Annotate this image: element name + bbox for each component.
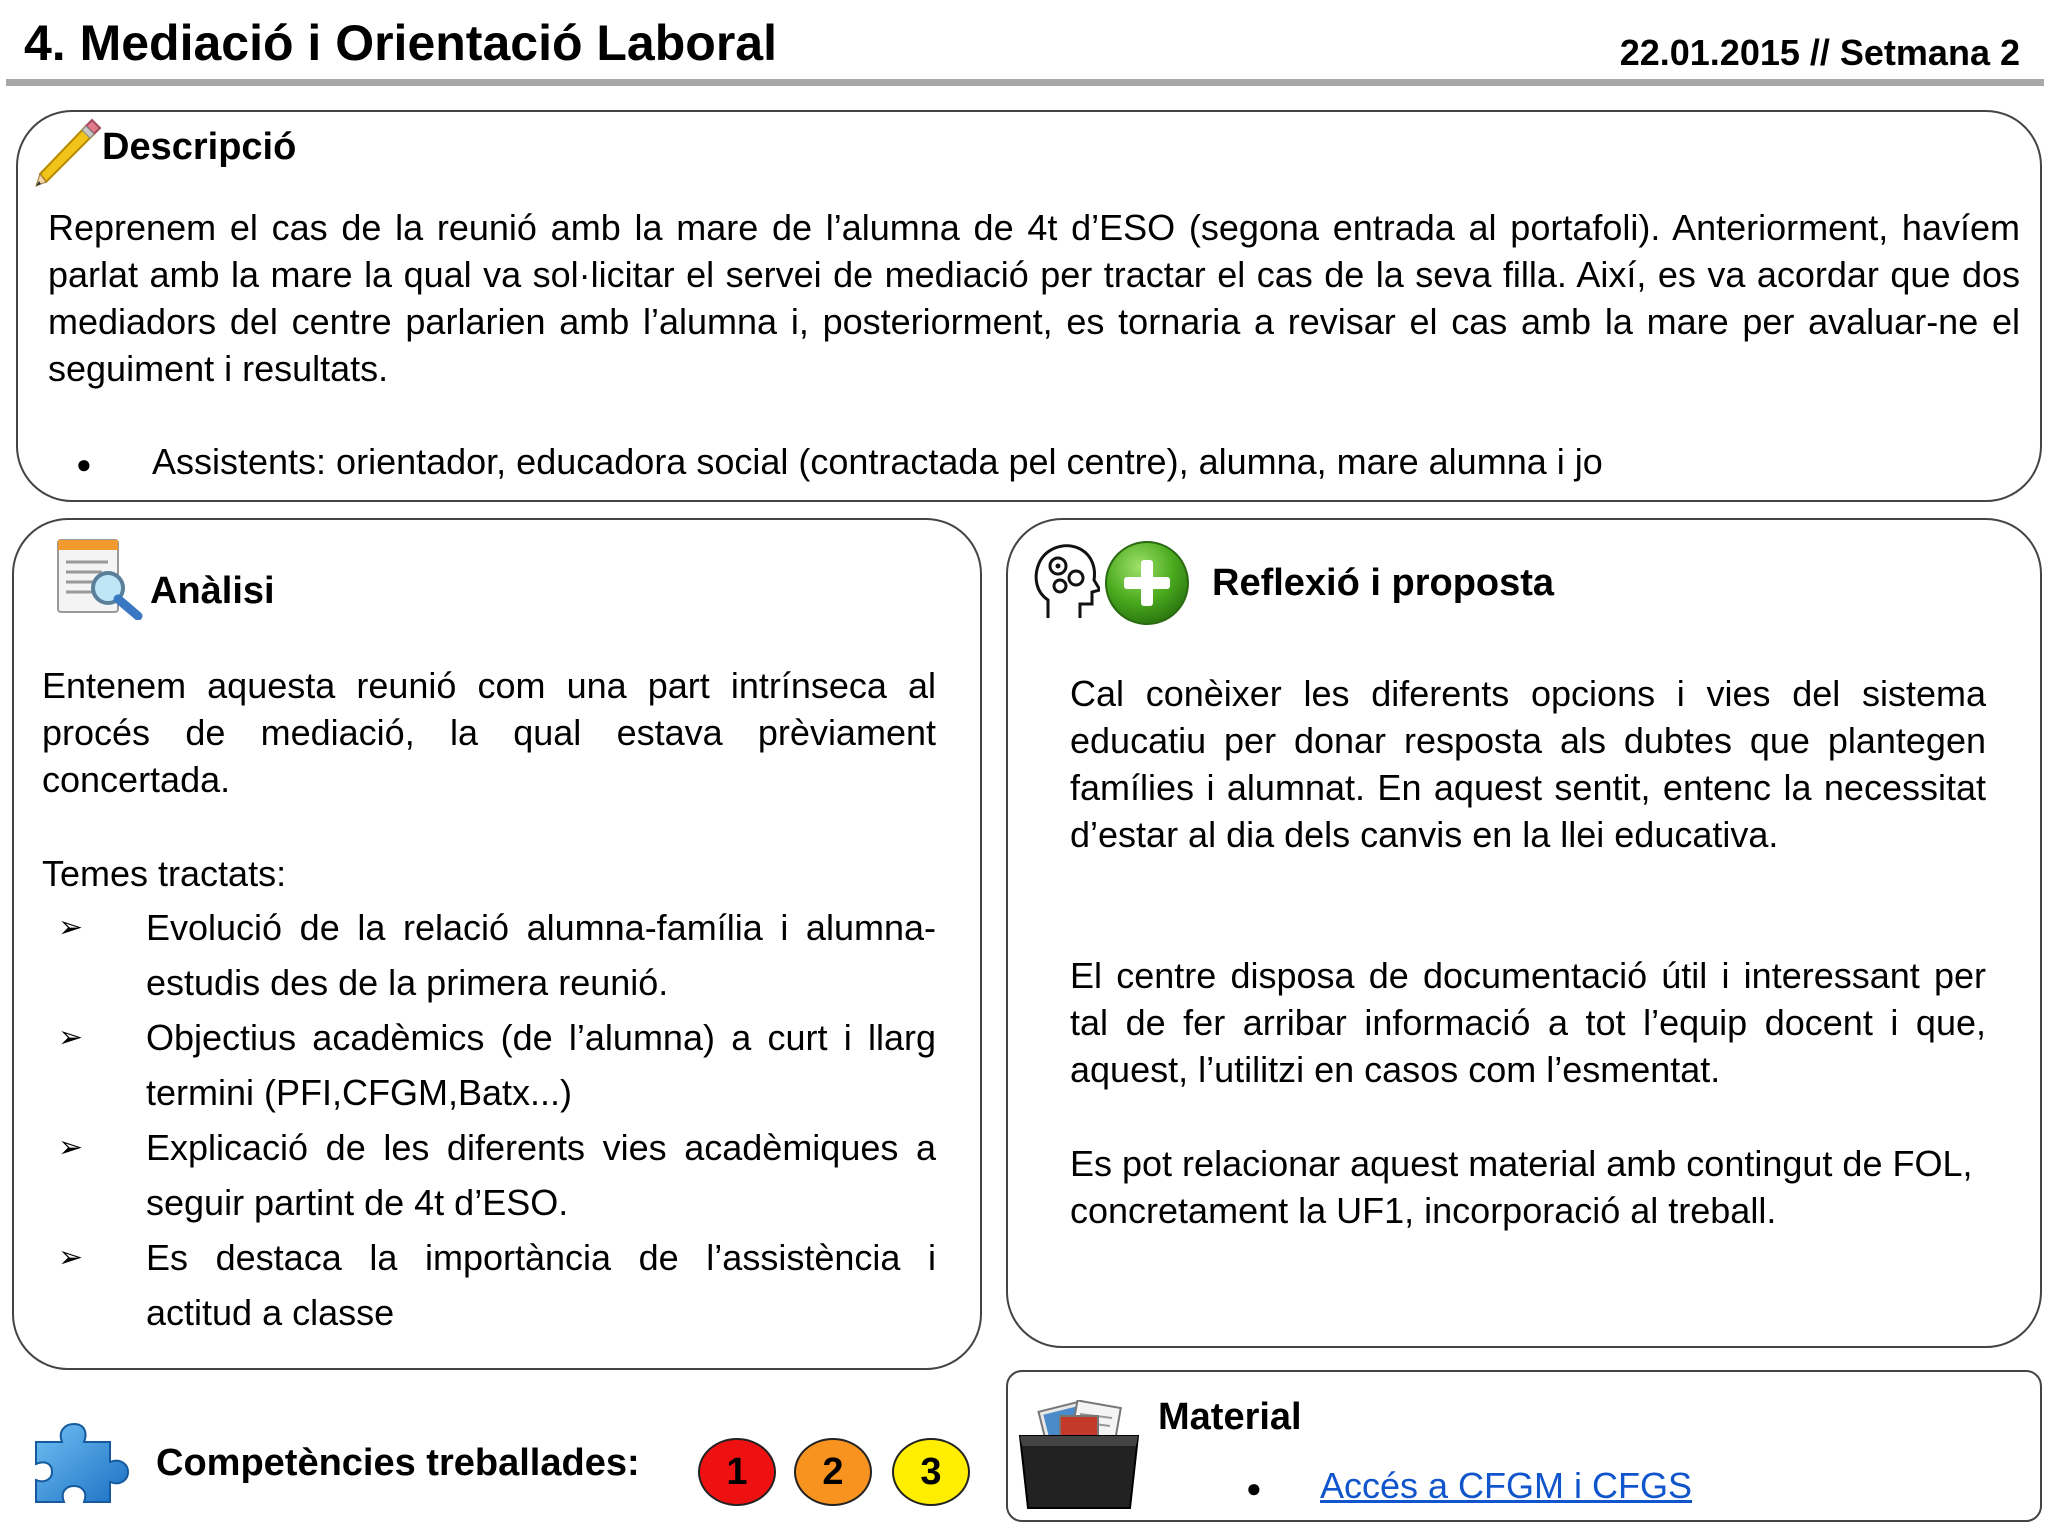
topic-text: Evolució de la relació alumna-família i alumna-estudis des de la primera reunió. — [146, 907, 936, 1003]
competency-level-2: 2 — [794, 1438, 872, 1506]
competencies-label: Competències treballades: — [156, 1442, 640, 1484]
assistents-text: Assistents: orientador, educadora social (contractada pel centre), alumna, mare alumna i jo — [152, 441, 1603, 482]
green-plus-icon — [1104, 540, 1190, 626]
arrowhead-icon: ➢ — [58, 1241, 84, 1274]
reflexio-paragraph-1: Cal conèixer les diferents opcions i vies del sistema educatiu per donar resposta als dubtes que plantegen famílies i alumnat. En aquest sentit, entenc la necessitat d’estar al dia dels canvis en la llei educativa. — [1070, 673, 1986, 855]
header-divider — [6, 79, 2044, 86]
pencil-icon — [30, 112, 102, 188]
list-item — [42, 1010, 936, 1120]
material-bullet — [1246, 1462, 1262, 1512]
list-item — [42, 1230, 936, 1340]
reflexio-paragraph-2: El centre disposa de documentació útil i interessant per tal de fer arribar informació a tot l’equip docent i que, aquest, l’utilitzi en casos com l’esmentat. — [1070, 955, 1986, 1090]
analisi-paragraph: Entenem aquesta reunió com una part intrínseca al procés de mediació, la qual estava prèviament concertada. — [42, 665, 936, 800]
bullet-dot: ● — [1246, 1472, 1262, 1503]
analisi-title: Anàlisi — [150, 570, 275, 612]
page-header — [0, 0, 2048, 88]
page-date: 22.01.2015 // Setmana 2 — [1619, 32, 2020, 73]
report-magnifier-icon — [52, 528, 146, 620]
list-item — [42, 900, 936, 1010]
page-title: 4. Mediació i Orientació Laboral — [24, 15, 777, 71]
descripcio-bullet — [76, 438, 1603, 488]
arrowhead-icon: ➢ — [58, 911, 84, 944]
descripcio-title: Descripció — [102, 126, 297, 168]
topics-list — [42, 900, 936, 1340]
reflexio-paragraph-3: Es pot relacionar aquest material amb contingut de FOL, concretament la UF1, incorporació al treball. — [1070, 1143, 1973, 1231]
folder-photos-icon — [1016, 1400, 1142, 1512]
descripcio-paragraph: Reprenem el cas de la reunió amb la mare de l’alumna de 4t d’ESO (segona entrada al portafoli). Anteriorment, havíem parlat amb la mare la qual va sol·licitar el servei de mediació per tractar el cas de la seva filla. Així, es va acordar que dos mediadors del centre parlarien amb l’alumna i, posteriorment, es tornaria a revisar el cas amb la mare per avaluar-ne el seguiment i resultats. — [48, 207, 2020, 389]
head-gears-icon — [1030, 538, 1100, 622]
competency-level-1: 1 — [698, 1438, 776, 1506]
topic-text: Explicació de les diferents vies acadèmiques a seguir partint de 4t d’ESO. — [146, 1127, 936, 1223]
topic-text: Es destaca la importància de l’assistència i actitud a classe — [146, 1237, 936, 1333]
cfgm-cfgs-link[interactable]: Accés a CFGM i CFGS — [1320, 1465, 1693, 1506]
puzzle-piece-icon — [26, 1420, 132, 1506]
competency-level-3: 3 — [892, 1438, 970, 1506]
topics-label: Temes tractats: — [42, 853, 287, 894]
arrowhead-icon: ➢ — [58, 1131, 84, 1164]
arrowhead-icon: ➢ — [58, 1021, 84, 1054]
reflexio-title: Reflexió i proposta — [1212, 562, 1555, 604]
bullet-dot: ● — [76, 448, 92, 479]
list-item — [42, 1120, 936, 1230]
material-title: Material — [1158, 1396, 1302, 1438]
topic-text: Objectius acadèmics (de l’alumna) a curt i llarg termini (PFI,CFGM,Batx...) — [146, 1017, 936, 1113]
